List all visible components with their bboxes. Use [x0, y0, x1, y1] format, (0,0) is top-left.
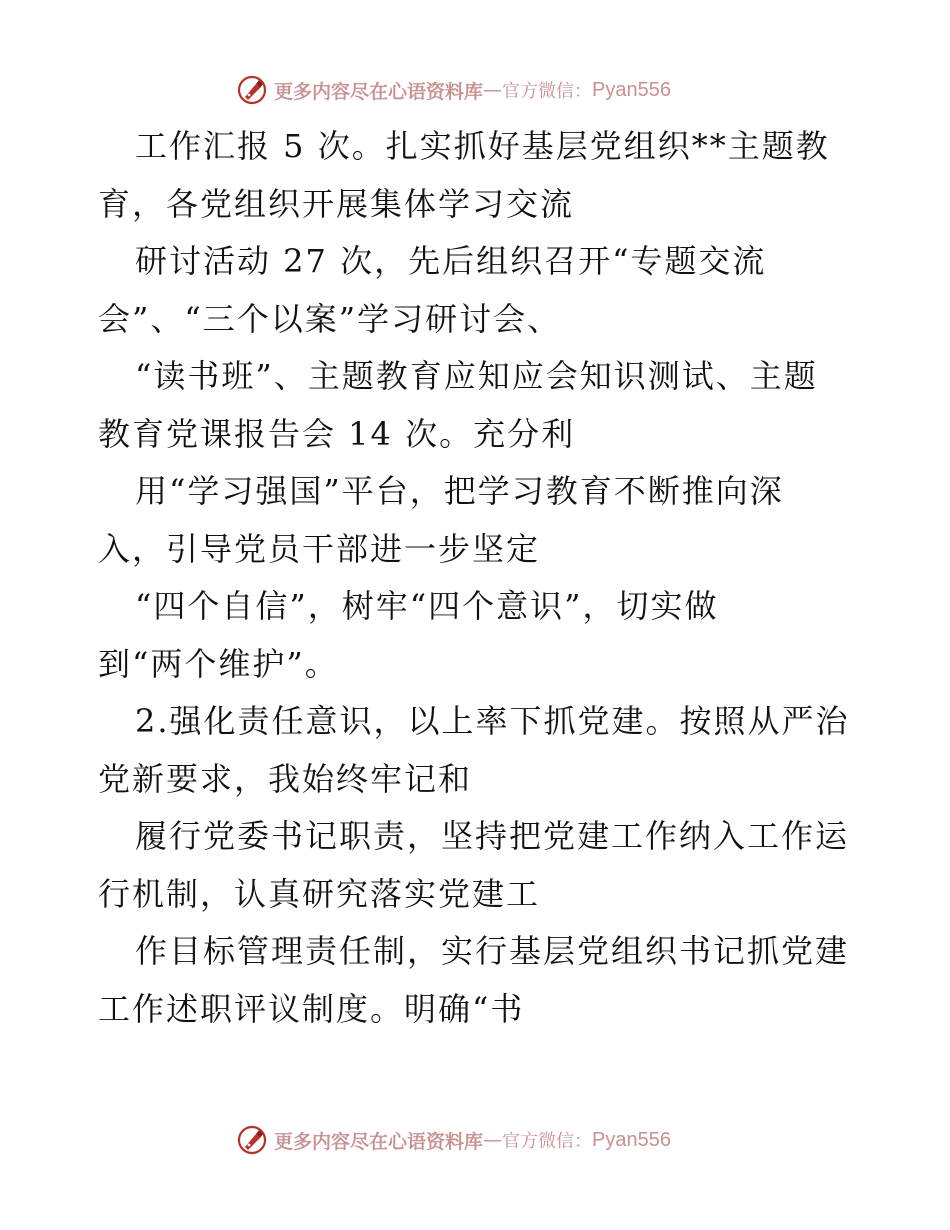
body-line: 2.强化责任意识，以上率下抓党建。按照从严治: [135, 702, 850, 740]
body-line: 行机制，认真研究落实党建工: [98, 874, 541, 913]
body-line: 履行党委书记职责，坚持把党建工作纳入工作运: [135, 817, 850, 855]
banner-separator: —: [483, 1129, 503, 1151]
body-line: 用“学习强国”平台，把学习教育不断推向深: [135, 472, 784, 510]
header-banner: [236, 70, 716, 110]
pen-nib-logo-icon: [236, 1124, 268, 1156]
body-line: 育，各党组织开展集体学习交流: [98, 184, 575, 223]
banner-wechat-id: Pyan556: [592, 1128, 671, 1151]
body-line: 工作汇报 5 次。扎实抓好基层党组织**主题教: [135, 127, 830, 165]
banner-main-text: 更多内容尽在心语资料库: [274, 1130, 484, 1153]
banner-main-text: 更多内容尽在心语资料库: [274, 80, 484, 103]
banner-wechat-label: 官方微信：: [502, 81, 593, 102]
body-line: 入，引导党员干部进一步坚定: [98, 529, 541, 568]
body-line: 教育党课报告会 14 次。充分利: [98, 414, 576, 453]
body-line: 研讨活动 27 次，先后组织召开“专题交流: [135, 242, 767, 280]
body-line: 会”、“三个以案”学习研讨会、: [98, 299, 562, 338]
banner-separator: —: [483, 79, 503, 101]
body-line: 到“两个维护”。: [98, 644, 339, 683]
body-line: “读书班”、主题教育应知应会知识测试、主题: [135, 357, 818, 395]
banner-wechat-label: 官方微信：: [502, 1131, 593, 1152]
body-line: 工作述职评议制度。明确“书: [98, 989, 525, 1028]
body-line: “四个自信”，树牢“四个意识”，切实做: [135, 587, 719, 625]
body-line: 党新要求，我始终牢记和: [98, 759, 473, 798]
footer-banner: [236, 1120, 716, 1160]
body-line: 作目标管理责任制，实行基层党组织书记抓党建: [135, 932, 850, 970]
document-body: [98, 118, 858, 1038]
pen-nib-logo-icon: [236, 74, 268, 106]
banner-wechat-id: Pyan556: [592, 78, 671, 101]
